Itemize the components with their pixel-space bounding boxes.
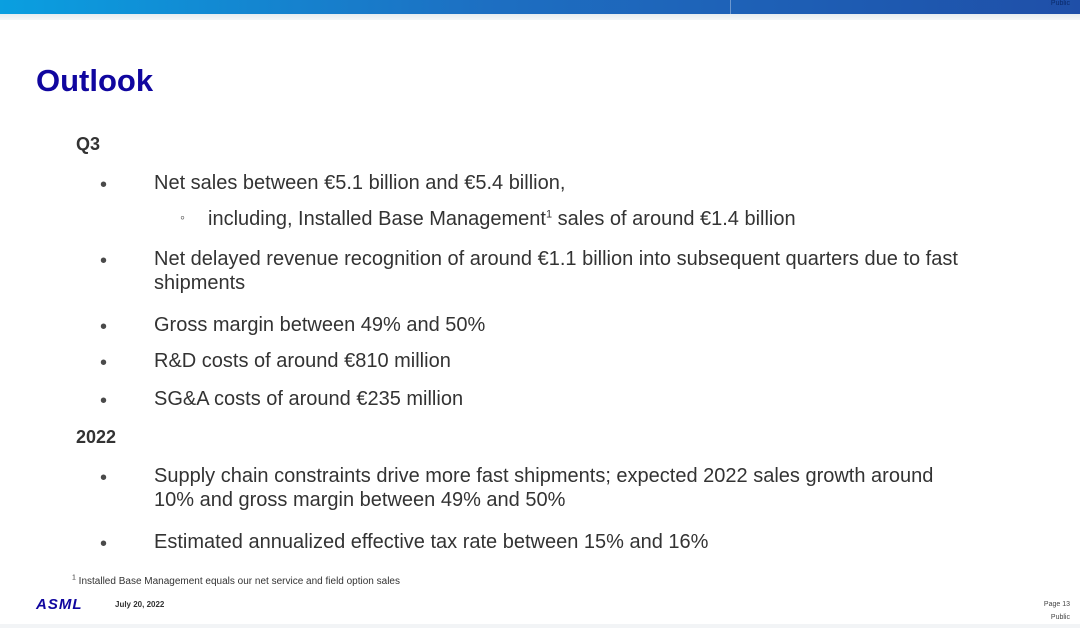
top-banner-divider <box>730 0 731 14</box>
bullet-marker: • <box>100 352 108 374</box>
classification-label-bottom: Public <box>1050 614 1070 621</box>
bullet-marker: • <box>100 467 108 489</box>
sub-list-item-text-end: sales of around €1.4 billion <box>552 208 796 230</box>
footnote <box>72 576 400 587</box>
sub-list-item <box>208 207 1028 231</box>
footnote-marker: 1 <box>72 574 76 582</box>
classification-label-top: Public <box>1050 0 1070 7</box>
top-banner-shadow <box>0 14 1080 20</box>
bullet-marker: • <box>100 533 108 555</box>
footnote-text: Installed Base Management equals our net service and field option sales <box>75 576 400 587</box>
list-item: Supply chain constraints drive more fast shipments; expected 2022 sales growth around 10% and gross margin between 49% and 50% <box>154 465 934 511</box>
bottom-divider <box>0 624 1080 628</box>
list-item: R&D costs of around €810 million <box>154 350 451 372</box>
section-heading-2022: 2022 <box>76 427 117 447</box>
slide-title: Outlook <box>36 63 154 98</box>
bullet-marker: • <box>100 174 108 196</box>
bullet-marker: • <box>100 250 108 272</box>
slide-date: July 20, 2022 <box>115 600 165 609</box>
footnote-reference: 1 <box>546 208 553 221</box>
page-number: Page 13 <box>1043 601 1070 608</box>
section-heading-q3: Q3 <box>76 134 101 154</box>
list-item: Net delayed revenue recognition of around €1.1 billion into subsequent quarters due to fast shipments <box>154 248 958 294</box>
list-item: Estimated annualized effective tax rate between 15% and 16% <box>154 531 709 553</box>
list-item: Net sales between €5.1 billion and €5.4 billion, <box>154 172 566 194</box>
top-banner <box>0 0 1080 14</box>
asml-logo: ASML <box>36 596 83 613</box>
sub-bullet-marker: ◦ <box>180 209 185 225</box>
bullet-marker: • <box>100 316 108 338</box>
list-item: Gross margin between 49% and 50% <box>154 314 486 336</box>
list-item: SG&A costs of around €235 million <box>154 388 464 410</box>
sub-list-item-text: including, Installed Base Management <box>208 208 546 230</box>
bullet-marker: • <box>100 390 108 412</box>
